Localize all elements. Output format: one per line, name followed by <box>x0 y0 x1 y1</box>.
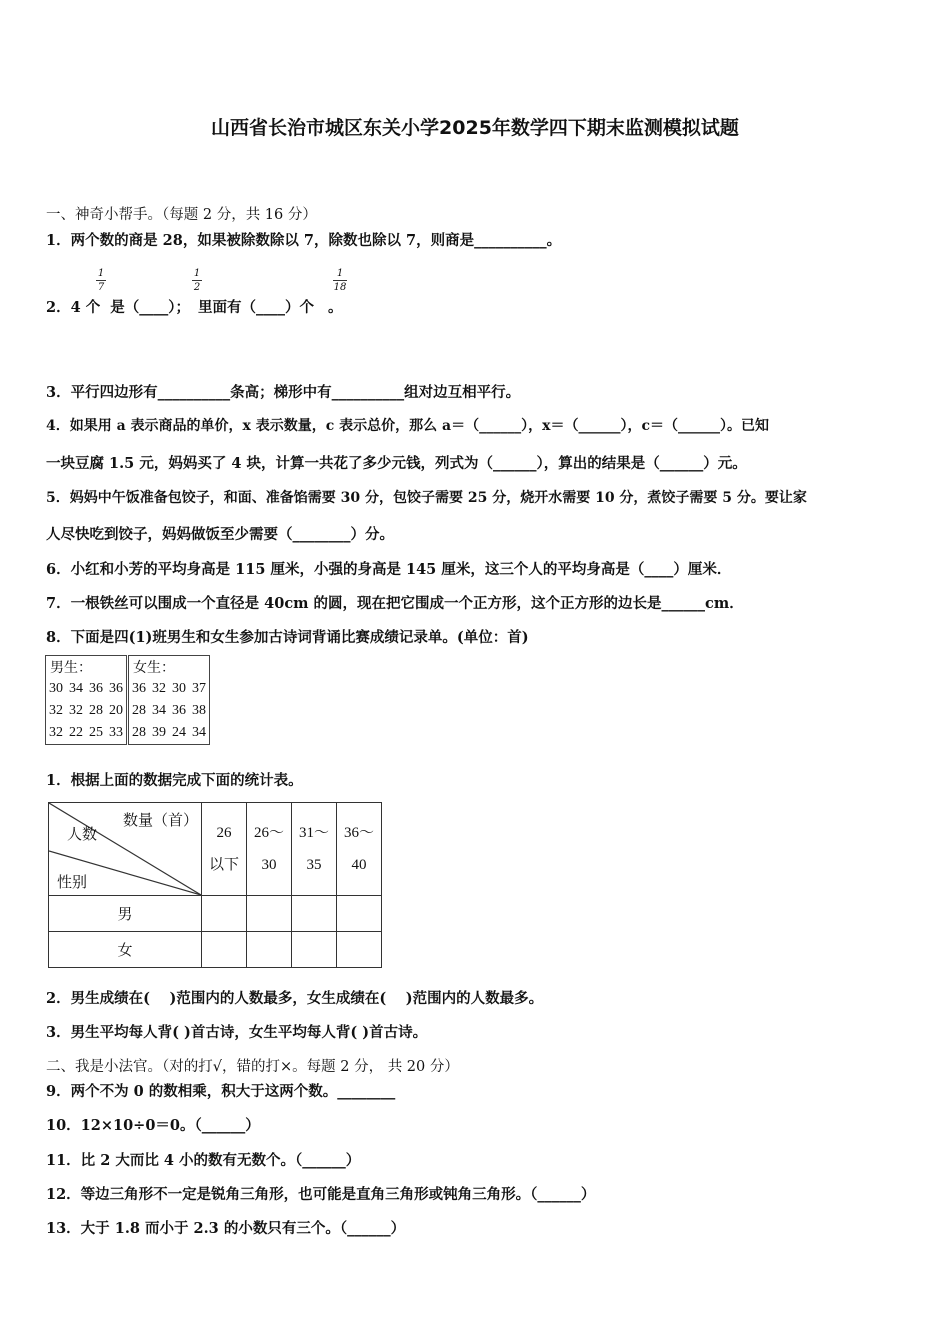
sub-question-1: 1．根据上面的数据完成下面的统计表。 <box>46 772 303 789</box>
blank-cell[interactable] <box>292 932 337 968</box>
score-cell: 34 <box>69 681 83 696</box>
section-2-heading: 二、我是小法官。（对的打√，错的打×。每题 2 分， 共 20 分） <box>46 1059 459 1075</box>
fraction-denominator: 18 <box>333 282 347 293</box>
column-header-26-30 <box>247 803 292 896</box>
q2-part3: 里面有（____）个 <box>197 299 314 316</box>
score-cell: 32 <box>49 703 63 718</box>
score-cell: 34 <box>152 703 166 718</box>
fraction-denominator: 2 <box>193 282 201 293</box>
score-cell: 32 <box>49 725 63 740</box>
column-header-line-2: 以下 <box>208 857 239 873</box>
fraction-denominator: 7 <box>97 282 105 293</box>
column-header-26-below <box>202 803 247 896</box>
q2-part1: 2．4 个 <box>46 299 101 316</box>
table-row <box>49 932 382 968</box>
q2-part2: 是（____）； <box>110 299 190 316</box>
score-cell: 36 <box>89 681 103 696</box>
score-cell: 38 <box>192 703 206 718</box>
blank-cell[interactable] <box>202 896 247 932</box>
diagonal-header-cell <box>49 803 202 896</box>
column-header-line-2: 40 <box>351 857 367 873</box>
statistics-table <box>48 802 382 968</box>
header-quantity: 数量（首） <box>123 813 199 829</box>
score-cell: 30 <box>172 681 186 696</box>
score-cell: 30 <box>49 681 63 696</box>
boys-label: 男生： <box>50 661 92 676</box>
blank-cell[interactable] <box>247 932 292 968</box>
row-label-boys: 男 <box>49 896 202 932</box>
blank-cell[interactable] <box>247 896 292 932</box>
girls-label: 女生： <box>133 661 175 676</box>
sub-question-2: 2．男生成绩在( )范围内的人数最多，女生成绩在( )范围内的人数最多。 <box>46 990 544 1007</box>
blank-cell[interactable] <box>337 932 382 968</box>
question-3: 3．平行四边形有__________条高；梯形中有__________组对边互相平行。 <box>46 384 521 401</box>
blank-cell[interactable] <box>202 932 247 968</box>
header-people: 人数 <box>67 827 98 843</box>
column-header-line-2: 35 <box>306 857 322 873</box>
question-2 <box>46 296 342 317</box>
question-9: 9．两个不为 0 的数相乘，积大于这两个数。________ <box>46 1083 396 1100</box>
fraction-numerator: 1 <box>97 268 105 279</box>
fraction-one-eighteenth <box>333 268 347 293</box>
section-1-heading: 一、神奇小帮手。（每题 2 分，共 16 分） <box>46 207 317 223</box>
fraction-one-half <box>192 268 202 293</box>
row-label-girls: 女 <box>49 932 202 968</box>
score-cell: 28 <box>132 703 146 718</box>
question-11: 11．比 2 大而比 4 小的数有无数个。（______） <box>46 1152 361 1169</box>
column-header-line-1: 26 <box>216 825 232 841</box>
question-5-line-2: 人尽快吃到饺子，妈妈做饭至少需要（________）分。 <box>46 526 394 543</box>
score-cell: 24 <box>172 725 186 740</box>
question-13: 13．大于 1.8 而小于 2.3 的小数只有三个。（______） <box>46 1220 406 1237</box>
question-5-line-1: 5．妈妈中午饭准备包饺子，和面、准备馅需要 30 分，包饺子需要 25 分，烧开水需要 10 分，煮饺子需要 5 分。要让家 <box>46 490 807 506</box>
score-record-table <box>45 655 210 745</box>
q2-part4: 。 <box>327 299 343 316</box>
question-8: 8．下面是四(1)班男生和女生参加古诗词背诵比赛成绩记录单。(单位：首) <box>46 629 529 646</box>
question-4-line-2: 一块豆腐 1.5 元，妈妈买了 4 块，计算一共花了多少元钱，列式为（______），算出的结果是（______）元。 <box>46 455 747 472</box>
question-12: 12．等边三角形不一定是锐角三角形，也可能是直角三角形或钝角三角形。（______） <box>46 1186 596 1203</box>
question-10: 10．12×10÷0＝0。（______） <box>46 1117 260 1134</box>
question-1: 1．两个数的商是 28，如果被除数除以 7，除数也除以 7，则商是__________。 <box>46 232 562 249</box>
fraction-numerator: 1 <box>193 268 201 279</box>
page-title: 山西省长治市城区东关小学2025年数学四下期末监测模拟试题 <box>211 117 739 139</box>
question-6: 6．小红和小芳的平均身高是 115 厘米，小强的身高是 145 厘米，这三个人的平均身高是（____）厘米． <box>46 561 732 578</box>
sub-question-3: 3．男生平均每人背( )首古诗，女生平均每人背( )首古诗。 <box>46 1024 428 1041</box>
score-cell: 36 <box>132 681 146 696</box>
blank-cell[interactable] <box>337 896 382 932</box>
question-4-line-1: 4．如果用 a 表示商品的单价，x 表示数量，c 表示总价，那么 a＝（______），x＝（______），c＝（______）。已知 <box>46 418 769 434</box>
blank-cell[interactable] <box>292 896 337 932</box>
score-cell: 39 <box>152 725 166 740</box>
fraction-numerator: 1 <box>336 268 344 279</box>
column-header-line-2: 30 <box>261 857 277 873</box>
column-header-line-1: 31～ <box>298 825 329 841</box>
table-row <box>49 896 382 932</box>
boys-score-box <box>46 656 128 745</box>
score-cell: 28 <box>89 703 103 718</box>
score-cell: 37 <box>192 681 206 696</box>
score-cell: 22 <box>69 725 83 740</box>
score-cell: 36 <box>109 681 123 696</box>
score-cell: 20 <box>109 703 123 718</box>
score-cell: 32 <box>152 681 166 696</box>
score-cell: 34 <box>192 725 206 740</box>
column-header-line-1: 26～ <box>253 825 284 841</box>
fraction-one-seventh <box>96 268 106 293</box>
column-header-31-35 <box>292 803 337 896</box>
score-cell: 36 <box>172 703 186 718</box>
column-header-line-1: 36～ <box>343 825 374 841</box>
score-cell: 33 <box>109 725 123 740</box>
score-cell: 32 <box>69 703 83 718</box>
girls-score-box <box>128 656 210 745</box>
question-7: 7．一根铁丝可以围成一个直径是 40cm 的圆，现在把它围成一个正方形，这个正方形的边长是______cm． <box>46 595 744 612</box>
column-header-36-40 <box>337 803 382 896</box>
score-cell: 25 <box>89 725 103 740</box>
header-gender: 性别 <box>57 875 88 891</box>
score-cell: 28 <box>132 725 146 740</box>
